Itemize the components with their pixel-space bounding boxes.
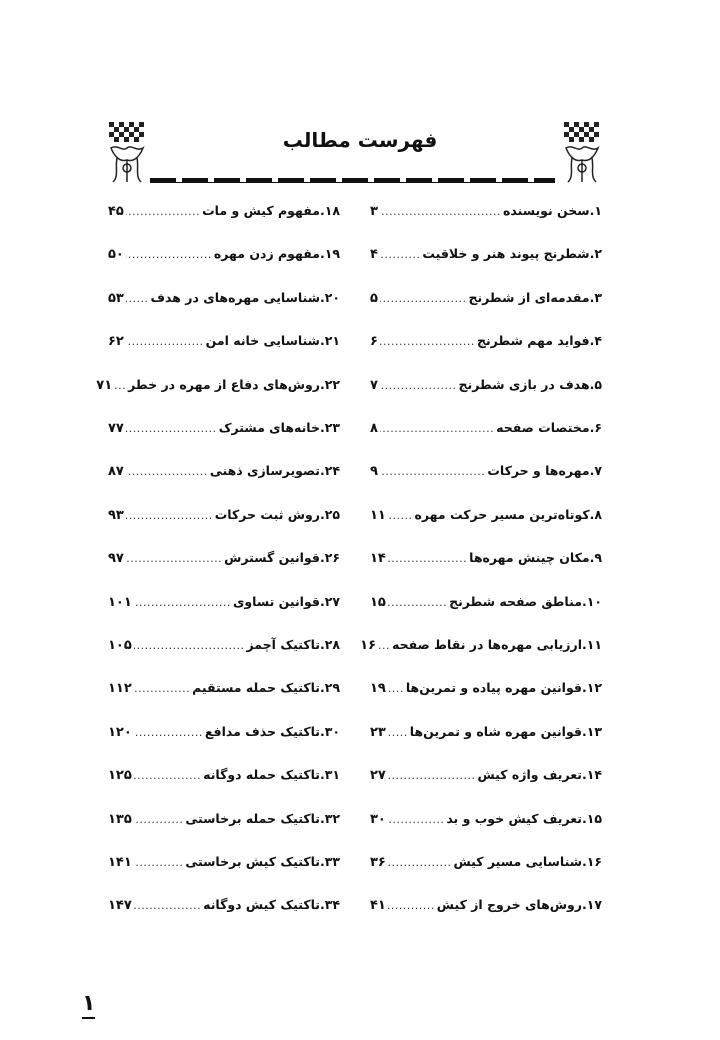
toc-entry-number: ۱۶. bbox=[581, 854, 602, 869]
toc-entry-title: کوتاه‌ترین مسیر حرکت مهره bbox=[414, 506, 590, 522]
toc-entry-number: ۳۰. bbox=[319, 723, 340, 739]
toc-entry-right-column bbox=[370, 377, 602, 407]
toc-leader-dots bbox=[388, 856, 452, 869]
toc-entry-title: سخن نویسنده bbox=[503, 203, 590, 218]
toc-entry-number: ۵. bbox=[589, 376, 602, 392]
toc-entry-number: ۲۳. bbox=[319, 420, 340, 435]
toc-entry-right-column bbox=[370, 854, 602, 884]
toc-entry-page: ۶۲ bbox=[108, 334, 124, 350]
toc-entry-title: تاکتیک حذف مدافع bbox=[204, 723, 320, 739]
toc-entry-left-column bbox=[108, 507, 340, 537]
toc-entry-page: ۸۷ bbox=[108, 464, 124, 480]
toc-leader-dots bbox=[126, 422, 217, 435]
toc-entry-title: روش‌های خروج از کیش bbox=[436, 897, 582, 913]
toc-entry-number: ۱۴. bbox=[581, 767, 602, 783]
toc-entry-page: ۵ bbox=[370, 290, 378, 306]
toc-entry-right-column bbox=[360, 637, 602, 667]
toc-leader-dots bbox=[380, 205, 501, 218]
toc-entry-number: ۲۸. bbox=[319, 637, 340, 652]
toc-entry-page: ۱۱ bbox=[370, 507, 386, 523]
toc-entry-number: ۱۷. bbox=[581, 897, 602, 913]
toc-entry-title: شطرنج پیوند هنر و خلاقیت bbox=[422, 246, 590, 262]
toc-entry-right-column bbox=[370, 203, 602, 233]
toc-entry-title: شناسایی مسیر کیش bbox=[453, 854, 582, 869]
toc-entry-number: ۲۵. bbox=[319, 506, 340, 522]
toc-entry-number: ۹. bbox=[589, 550, 602, 566]
toc-entry-title: شناسایی مهره‌های در هدف bbox=[150, 289, 320, 305]
toc-leader-dots bbox=[388, 596, 447, 609]
toc-entry-number: ۱۱. bbox=[581, 637, 602, 652]
toc-row bbox=[108, 854, 602, 884]
toc-row bbox=[108, 507, 602, 537]
toc-row bbox=[108, 550, 602, 580]
toc-leader-dots bbox=[134, 726, 203, 739]
toc-row bbox=[108, 290, 602, 320]
toc-entry-number: ۱. bbox=[589, 203, 602, 218]
toc-entry-title: مختصات صفحه bbox=[496, 420, 590, 435]
toc-entry-page: ۳ bbox=[370, 204, 378, 219]
page-number: ۱ bbox=[82, 993, 95, 1019]
toc-entry-number: ۳۴. bbox=[319, 897, 340, 913]
toc-entry-right-column bbox=[370, 246, 602, 276]
toc-leader-dots bbox=[126, 509, 213, 522]
toc-leader-dots bbox=[126, 552, 222, 565]
toc-entry-number: ۳۱. bbox=[319, 767, 340, 783]
toc-leader-dots bbox=[134, 813, 184, 826]
toc-entry-right-column bbox=[370, 897, 602, 927]
toc-entry-page: ۱۶ bbox=[360, 638, 377, 653]
toc-entry-left-column bbox=[108, 550, 340, 580]
toc-leader-dots bbox=[126, 205, 200, 218]
toc-entry-title: ارزیابی مهره‌ها در نقاط صفحه bbox=[392, 637, 582, 652]
toc-entry-number: ۱۵. bbox=[581, 810, 602, 826]
toc-entry-page: ۶ bbox=[370, 334, 378, 350]
toc-entry-left-column bbox=[108, 246, 340, 276]
toc-entry-number: ۸. bbox=[589, 506, 602, 522]
toc-row bbox=[108, 767, 602, 797]
toc-entry-number: ۲۰. bbox=[319, 289, 340, 305]
toc-entry-left-column bbox=[108, 333, 340, 363]
toc-entry-title: مفهوم زدن مهره bbox=[213, 246, 320, 262]
toc-leader-dots bbox=[114, 379, 126, 392]
toc-entry-title: مناطق صفحه شطرنج bbox=[449, 593, 582, 609]
toc-entry-page: ۱۵ bbox=[370, 594, 386, 610]
checkered-flag-ornament-icon bbox=[558, 118, 604, 186]
toc-entry-left-column bbox=[108, 767, 340, 797]
toc-entry-page: ۱۴۷ bbox=[108, 898, 132, 914]
toc-entry-page: ۷ bbox=[370, 377, 378, 393]
toc-entry-right-column bbox=[370, 333, 602, 363]
toc-leader-dots bbox=[134, 899, 201, 912]
toc-entry-title: شناسایی خانه امن bbox=[205, 333, 320, 349]
toc-row bbox=[108, 246, 602, 276]
checkered-flag-ornament-icon bbox=[103, 118, 149, 186]
toc-entry-left-column bbox=[108, 680, 340, 710]
toc-entry-page: ۱۴ bbox=[370, 551, 386, 567]
toc-leader-dots bbox=[388, 769, 476, 782]
toc-entry-left-column bbox=[108, 463, 340, 493]
toc-row bbox=[108, 637, 602, 667]
toc-row bbox=[108, 811, 602, 841]
toc-entry-title: مکان چینش مهره‌ها bbox=[469, 550, 590, 566]
toc-entry-page: ۱۰۵ bbox=[108, 638, 132, 653]
toc-entry-left-column bbox=[108, 290, 340, 320]
toc-leader-dots bbox=[134, 596, 231, 609]
toc-entry-right-column bbox=[370, 767, 602, 797]
toc-entry-left-column bbox=[96, 376, 340, 407]
toc-entry-number: ۲۷. bbox=[319, 593, 340, 609]
page-title: فهرست مطالب bbox=[282, 128, 438, 152]
toc-entry-page: ۵۰ bbox=[108, 247, 124, 263]
toc-row bbox=[96, 376, 602, 407]
toc-entry-title: روش‌های دفاع از مهره در خطر bbox=[128, 376, 320, 392]
toc-entry-title: تاکتیک آچمز bbox=[246, 637, 320, 652]
toc-entry-left-column bbox=[108, 203, 340, 233]
toc-entry-right-column bbox=[370, 463, 602, 493]
toc-row bbox=[108, 463, 602, 493]
toc-entry-title: قوانین مهره شاه و تمرین‌ها bbox=[409, 723, 582, 739]
toc-entry-title: قوانین گسترش bbox=[224, 550, 320, 566]
toc-entry-number: ۲۱. bbox=[319, 333, 340, 349]
toc-entry-right-column bbox=[370, 811, 602, 841]
toc-entry-page: ۱۴۱ bbox=[108, 855, 132, 870]
toc-entry-left-column bbox=[108, 420, 340, 450]
toc-entry-title: فواید مهم شطرنج bbox=[476, 333, 590, 349]
toc-leader-dots bbox=[126, 465, 208, 478]
toc-entry-number: ۳. bbox=[589, 289, 602, 305]
toc-leader-dots bbox=[388, 813, 444, 826]
toc-entry-number: ۱۸. bbox=[319, 203, 340, 218]
toc-entry-title: تعریف واژه کیش bbox=[477, 767, 582, 783]
toc-entry-page: ۱۹ bbox=[370, 681, 386, 697]
toc-entry-page: ۴ bbox=[370, 247, 378, 263]
toc-entry-page: ۷۱ bbox=[96, 377, 113, 393]
toc-entry-number: ۲۴. bbox=[319, 463, 340, 479]
toc-entry-page: ۱۲۵ bbox=[108, 768, 132, 784]
toc-entry-title: قوانین مهره پیاده و تمرین‌ها bbox=[405, 680, 582, 696]
toc-leader-dots bbox=[134, 639, 245, 652]
toc-entry-page: ۷۷ bbox=[108, 421, 124, 436]
toc-leader-dots bbox=[380, 465, 485, 478]
toc-entry-page: ۱۲۰ bbox=[108, 724, 132, 740]
toc-leader-dots bbox=[388, 682, 404, 695]
toc-entry-number: ۳۲. bbox=[319, 810, 340, 826]
toc-entry-number: ۱۹. bbox=[319, 246, 340, 262]
toc-entry-left-column bbox=[108, 897, 340, 927]
toc-entry-page: ۲۷ bbox=[370, 768, 386, 784]
toc-leader-dots bbox=[126, 335, 204, 348]
toc-entry-left-column bbox=[108, 854, 340, 884]
toc-entry-title: خانه‌های مشترک bbox=[218, 420, 320, 435]
toc-entry-title: هدف در بازی شطرنج bbox=[458, 376, 590, 392]
title-underline bbox=[150, 182, 555, 183]
toc-entry-page: ۲۳ bbox=[370, 724, 386, 740]
toc-entry-right-column bbox=[370, 594, 602, 624]
toc-leader-dots bbox=[380, 335, 475, 348]
toc-entry-title: تصویرسازی ذهنی bbox=[209, 463, 320, 479]
toc-entry-page: ۳۰ bbox=[370, 811, 386, 827]
toc-leader-dots bbox=[380, 292, 467, 305]
toc-row bbox=[108, 594, 602, 624]
toc-row bbox=[108, 333, 602, 363]
toc-entry-title: تاکتیک کیش برخاستی bbox=[185, 854, 320, 869]
toc-entry-number: ۲۲. bbox=[319, 376, 340, 392]
toc-entry-page: ۹۷ bbox=[108, 551, 124, 567]
toc-entry-page: ۱۱۲ bbox=[108, 681, 132, 697]
toc-entry-right-column bbox=[370, 680, 602, 710]
toc-leader-dots bbox=[380, 422, 494, 435]
toc-leader-dots bbox=[380, 379, 457, 392]
toc-entry-title: تاکتیک کیش دوگانه bbox=[203, 897, 320, 913]
toc-leader-dots bbox=[388, 899, 435, 912]
toc-entry-title: مهره‌ها و حرکات bbox=[487, 463, 590, 479]
toc-entry-right-column bbox=[370, 724, 602, 754]
toc-entry-right-column bbox=[370, 420, 602, 450]
toc-entry-number: ۱۳. bbox=[581, 723, 602, 739]
toc-leader-dots bbox=[388, 552, 467, 565]
toc-entry-left-column bbox=[108, 594, 340, 624]
toc-row bbox=[108, 897, 602, 927]
toc-entry-title: تاکتیک حمله برخاستی bbox=[185, 810, 320, 826]
toc-leader-dots bbox=[126, 292, 149, 305]
toc-entry-number: ۲. bbox=[589, 246, 602, 262]
toc-entry-title: تعریف کیش خوب و بد bbox=[446, 810, 582, 826]
toc-entry-page: ۵۳ bbox=[108, 290, 124, 306]
toc-entry-number: ۱۰. bbox=[581, 593, 602, 609]
toc-row bbox=[108, 203, 602, 233]
toc-entry-page: ۹ bbox=[370, 464, 378, 480]
toc-entry-number: ۶. bbox=[589, 420, 602, 435]
toc-entry-title: مقدمه‌ای از شطرنج bbox=[468, 289, 590, 305]
toc-entry-page: ۹۳ bbox=[108, 507, 124, 523]
toc-entry-number: ۲۶. bbox=[319, 550, 340, 566]
toc-leader-dots bbox=[134, 682, 190, 695]
toc-row bbox=[108, 680, 602, 710]
toc-entry-page: ۴۱ bbox=[370, 898, 386, 914]
toc-entry-title: تاکتیک حمله مستقیم bbox=[192, 680, 320, 696]
toc-leader-dots bbox=[126, 248, 212, 261]
toc-entry-page: ۱۰۱ bbox=[108, 594, 132, 610]
toc-entry-page: ۴۵ bbox=[108, 204, 124, 219]
toc-entry-right-column bbox=[370, 550, 602, 580]
toc-row bbox=[108, 724, 602, 754]
toc-row bbox=[108, 420, 602, 450]
toc-entry-title: مفهوم کیش و مات bbox=[202, 203, 320, 218]
toc-entry-title: قوانین تساوی bbox=[232, 593, 320, 609]
toc-entry-number: ۴. bbox=[589, 333, 602, 349]
toc-entry-number: ۱۲. bbox=[581, 680, 602, 696]
toc-entry-page: ۸ bbox=[370, 421, 378, 436]
toc-leader-dots bbox=[378, 639, 390, 652]
toc-entry-right-column bbox=[370, 290, 602, 320]
toc-leader-dots bbox=[380, 248, 420, 261]
toc-entry-left-column bbox=[108, 724, 340, 754]
toc-entry-title: تاکتیک حمله دوگانه bbox=[203, 767, 320, 783]
toc-leader-dots bbox=[134, 769, 201, 782]
toc-leader-dots bbox=[388, 509, 413, 522]
toc-entry-title: روش ثبت حرکات bbox=[214, 506, 320, 522]
toc-entry-page: ۱۳۵ bbox=[108, 811, 132, 827]
toc-entry-number: ۲۹. bbox=[319, 680, 340, 696]
toc-leader-dots bbox=[134, 856, 184, 869]
toc-entry-left-column bbox=[108, 811, 340, 841]
toc-entry-number: ۳۳. bbox=[319, 854, 340, 869]
toc-entry-number: ۷. bbox=[589, 463, 602, 479]
toc-leader-dots bbox=[388, 726, 408, 739]
toc-entry-right-column bbox=[370, 507, 602, 537]
toc-entry-page: ۳۶ bbox=[370, 855, 386, 870]
toc-entry-left-column bbox=[108, 637, 340, 667]
